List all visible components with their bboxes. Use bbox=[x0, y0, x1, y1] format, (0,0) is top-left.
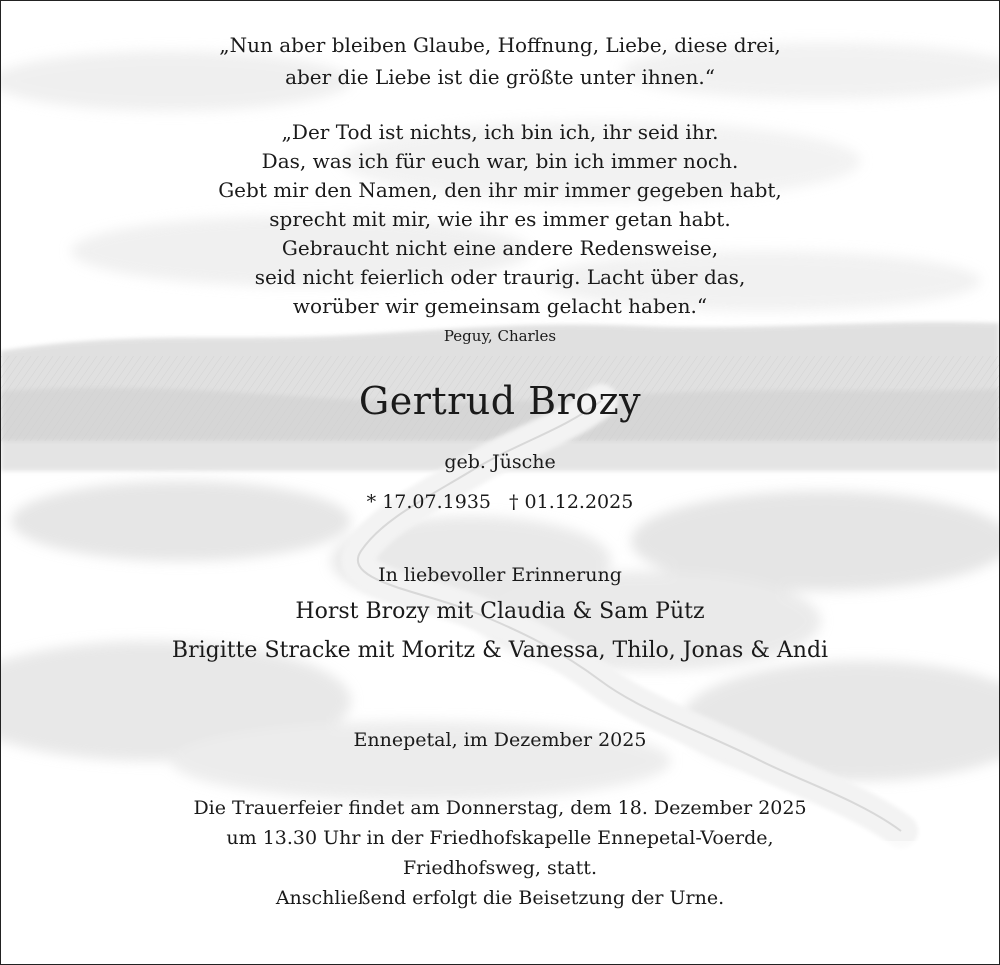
place-date: Ennepetal, im Dezember 2025 bbox=[353, 729, 647, 751]
quote-line: aber die Liebe ist die größte unter ihnen.“ bbox=[285, 65, 715, 89]
obituary-text bbox=[1, 1, 999, 964]
birth-date: * 17.07.1935 bbox=[366, 491, 491, 513]
life-dates bbox=[1, 491, 999, 513]
death-date: † 01.12.2025 bbox=[509, 491, 634, 513]
service-line: Die Trauerfeier findet am Donnerstag, dem 18. Dezember 2025 bbox=[193, 797, 807, 819]
service-line: Anschließend erfolgt die Beisetzung der Urne. bbox=[275, 887, 725, 909]
family-line: Horst Brozy mit Claudia & Sam Pütz bbox=[295, 599, 705, 624]
service-line: Friedhofsweg, statt. bbox=[403, 857, 597, 879]
maiden-name: geb. Jüsche bbox=[444, 451, 556, 473]
quote-line: seid nicht feierlich oder traurig. Lacht über das, bbox=[254, 265, 746, 289]
family-line: Brigitte Stracke mit Moritz & Vanessa, Thilo, Jonas & Andi bbox=[171, 638, 829, 663]
quote-line: worüber wir gemeinsam gelacht haben.“ bbox=[292, 294, 708, 318]
quote-line: Das, was ich für euch war, bin ich immer noch. bbox=[261, 149, 739, 173]
quote-line: Gebraucht nicht eine andere Redensweise, bbox=[281, 236, 719, 260]
service-line: um 13.30 Uhr in der Friedhofskapelle Ennepetal-Voerde, bbox=[226, 827, 774, 849]
quote-line: Gebt mir den Namen, den ihr mir immer gegeben habt, bbox=[218, 178, 782, 202]
quote-line: „Nun aber bleiben Glaube, Hoffnung, Liebe, diese drei, bbox=[219, 33, 781, 57]
quote-line: „Der Tod ist nichts, ich bin ich, ihr seid ihr. bbox=[281, 120, 719, 144]
deceased-name: Gertrud Brozy bbox=[358, 379, 642, 423]
remembrance-text: In liebevoller Erinnerung bbox=[378, 564, 622, 586]
quote-author: Peguy, Charles bbox=[443, 327, 557, 345]
quote-line: sprecht mit mir, wie ihr es immer getan habt. bbox=[269, 207, 731, 231]
